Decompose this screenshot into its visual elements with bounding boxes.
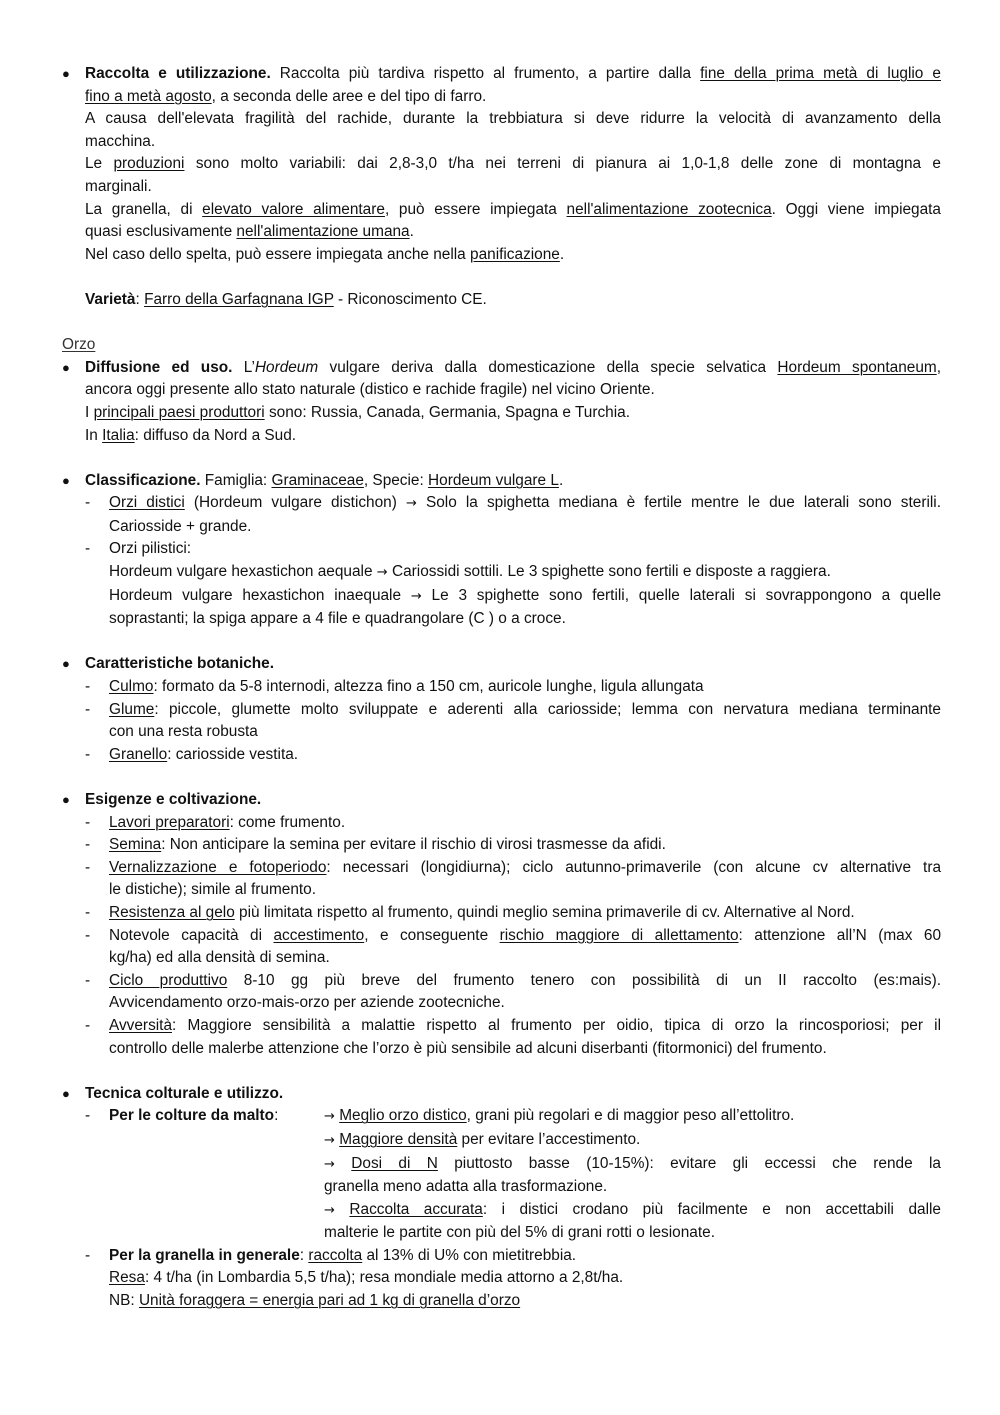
text-span: : (299, 1246, 309, 1264)
text-span: . Oggi viene impiegata (771, 200, 941, 218)
section-heading: Esigenze e coltivazione. (85, 791, 262, 808)
paragraph-line (109, 561, 941, 585)
paragraph-line: controllo delle malerbe attenzione che l’orzo è più sensibile ad alcuni diserbanti (fitormonici) del frumento. (109, 1039, 827, 1057)
section-esigenze (62, 789, 942, 1060)
text-span: . (558, 471, 564, 489)
bullet-icon: ● (62, 472, 70, 488)
text-span: sono molto variabili: dai 2,8-3,0 t/ha nei terreni di pianura ai 1,0-1,8 delle zone di montagna e (184, 155, 941, 173)
paragraph-line (85, 221, 941, 244)
list-item (85, 676, 941, 699)
text-span: Raccolta più tardiva rispetto al frumento, a partire dalla (270, 65, 701, 82)
text-span: I (85, 403, 94, 421)
paragraph-line: A causa dell'elevata fragilità del rachide, durante la trebbiatura si deve ridurre la velocità di avanzamento della (85, 110, 941, 128)
dash-marker: - (85, 1107, 91, 1125)
list-item (85, 1245, 941, 1313)
text-span: : come frumento. (229, 813, 346, 831)
paragraph-line: granella meno adatta alla trasformazione. (324, 1178, 608, 1196)
section-raccolta (62, 63, 941, 312)
dash-marker: - (85, 813, 91, 831)
arrow-icon: → (324, 1156, 335, 1172)
list-item (85, 812, 941, 835)
list-item (85, 970, 941, 1015)
paragraph-line (109, 744, 941, 767)
arrow-icon: → (410, 588, 422, 604)
text-span: , grani più regolari e di maggior peso all’ettolitro. (466, 1107, 795, 1125)
text-span: Famiglia: (200, 471, 272, 489)
paragraph-line: ancora oggi presente allo stato naturale (distico e rachide fragile) nel vicino Oriente. (85, 381, 655, 399)
section-classificazione (62, 470, 941, 631)
underlined-text: Maggiore densità (339, 1130, 458, 1148)
underlined-text: Graminaceae (271, 471, 364, 489)
text-span: : necessari (longidiurna); ciclo autunno-primaverile (con alcune cv alternative tra (326, 858, 941, 876)
text-span: : i distici crodano più facilmente e non accettabili dalle (482, 1200, 941, 1218)
list-item (85, 538, 941, 630)
paragraph-line (324, 1153, 941, 1177)
bullet-icon: ● (62, 792, 70, 807)
underlined-text: Resa (109, 1269, 145, 1287)
text-span: . (409, 223, 414, 241)
text-span: : attenzione all’N (max 60 (738, 926, 942, 944)
paragraph-line (109, 834, 941, 857)
text-span: , a seconda delle aree e del tipo di farro. (211, 87, 487, 105)
paragraph-line (85, 86, 941, 109)
bold-text: Per le colture da malto (109, 1107, 275, 1125)
section-heading: Classificazione. (85, 471, 201, 489)
underlined-text: Vernalizzazione e fotoperiodo (109, 858, 327, 876)
list-item (85, 902, 941, 925)
paragraph-line: Avvicendamento orzo-mais-orzo per aziende zootecniche. (109, 994, 505, 1012)
paragraph-line: macchina. (85, 132, 156, 150)
text-span: 8-10 gg più breve del frumento tenero con possibilità di un II raccolto (es:mais). (227, 971, 942, 989)
paragraph-line: marginali. (85, 177, 152, 195)
varieta-line (85, 289, 941, 312)
dash-marker: - (85, 700, 91, 718)
paragraph-line (109, 970, 941, 993)
list-item (85, 1105, 941, 1245)
arrow-icon: → (324, 1109, 335, 1125)
underlined-text: principali paesi produttori (93, 403, 265, 421)
underlined-text: produzioni (113, 155, 185, 173)
dash-marker: - (85, 836, 91, 854)
text-span: , può essere impiegata (384, 200, 567, 218)
text-span: , e conseguente (364, 926, 500, 944)
list-item (85, 699, 941, 744)
text-span: . (559, 245, 565, 263)
paragraph-line (85, 63, 941, 86)
dash-marker: - (85, 745, 91, 763)
paragraph-line (109, 1267, 941, 1290)
arrow-icon: → (324, 1132, 335, 1148)
text-span: : Non anticipare la semina per evitare il rischio di virosi trasmesse da afidi. (161, 836, 666, 854)
text-span: per evitare l’accestimento. (457, 1130, 641, 1148)
text-span: al 13% di U% con mietitrebbia. (362, 1246, 577, 1264)
underlined-text: Hordeum spontaneum (777, 358, 937, 376)
paragraph-line: malterie le partite con più del 5% di grani rotti o lesionate. (324, 1224, 715, 1242)
dash-marker: - (85, 540, 91, 558)
dash-marker: - (85, 678, 91, 696)
section-heading: Raccolta e utilizzazione. (85, 65, 271, 82)
arrow-icon: → (405, 496, 417, 512)
bullet-icon: ● (62, 1085, 70, 1101)
paragraph-line (324, 1199, 941, 1223)
bullet-icon: ● (62, 359, 70, 375)
underlined-text: nell'alimentazione zootecnica (566, 200, 772, 218)
underlined-text: Avversità (109, 1016, 173, 1034)
section-title-orzo: Orzo (62, 336, 96, 354)
underlined-text: panificazione (470, 245, 560, 263)
dash-marker: - (85, 494, 91, 512)
text-span: : formato da 5-8 internodi, altezza fino a 150 cm, auricole lunghe, ligula allungata (153, 678, 704, 696)
text-span: : diffuso da Nord a Sud. (134, 426, 297, 444)
underlined-text: raccolta (308, 1246, 363, 1264)
underlined-text: Granello (109, 745, 168, 763)
dash-marker: - (85, 971, 91, 989)
underlined-text: Semina (109, 836, 162, 854)
bullet-icon: ● (62, 656, 70, 672)
text-span: Le 3 spighette sono fertili, quelle laterali si sovrappongono a quelle (421, 586, 941, 604)
text-span: Solo la spighetta mediana è fertile mentre le due laterali sono sterili. (416, 494, 941, 512)
section-heading: Tecnica colturale e utilizzo. (85, 1084, 284, 1102)
text-span: : (135, 290, 145, 308)
text-span: Cariossidi sottili. Le 3 spighette sono fertili e disposte a raggiera. (387, 563, 831, 581)
section-diffusione (62, 357, 941, 447)
underlined-text: Unità foraggera = energia pari ad 1 kg di granella d’orzo (138, 1292, 521, 1310)
text-span: più limitata rispetto al frumento, quindi meglio semina primaverile di cv. Alternative al Nord. (234, 903, 855, 921)
malto-block (109, 1105, 941, 1245)
paragraph-line (109, 585, 941, 609)
paragraph-line (109, 812, 941, 835)
underlined-text: Resistenza al gelo (109, 903, 235, 921)
underlined-text: fine della prima metà di luglio e (700, 65, 941, 82)
paragraph-line: kg/ha) ed alla densità di semina. (109, 949, 330, 967)
underlined-text: Dosi di N (351, 1154, 438, 1172)
list-item (85, 744, 941, 767)
text-span: Le (85, 155, 114, 173)
underlined-text: Italia (102, 426, 135, 444)
text-span: In (85, 426, 103, 444)
arrow-icon: → (324, 1202, 335, 1218)
list-item (85, 492, 941, 538)
underlined-text: Farro della Garfagnana IGP (144, 290, 334, 308)
bold-text: Per la granella in generale (109, 1246, 300, 1264)
text-span: (Hordeum vulgare distichon) (184, 494, 406, 512)
arrow-icon: → (376, 565, 388, 581)
dash-marker: - (85, 858, 91, 876)
text-span: : (274, 1107, 279, 1125)
paragraph-line (85, 199, 941, 222)
underlined-text: nell'alimentazione umana (236, 223, 410, 241)
dash-marker: - (85, 1246, 91, 1264)
text-span: , Specie: (363, 471, 429, 489)
dash-marker: - (85, 926, 91, 944)
text-span: , (936, 358, 941, 376)
paragraph-line (85, 153, 941, 176)
text-span: sono: Russia, Canada, Germania, Spagna e Turchia. (264, 403, 630, 421)
paragraph-line (85, 425, 941, 448)
text-span: : cariosside vestita. (167, 745, 299, 763)
underlined-text: accestimento (273, 926, 365, 944)
paragraph-line: soprastanti; la spiga appare a 4 file e quadrangolare (C ) o a croce. (109, 610, 566, 628)
underlined-text: Raccolta accurata (349, 1200, 483, 1218)
dash-marker: - (85, 903, 91, 921)
paragraph-line (85, 357, 941, 380)
text-span: NB: (109, 1292, 139, 1310)
text-span: - Riconoscimento CE. (333, 290, 487, 308)
underlined-text: Ciclo produttivo (109, 971, 228, 989)
text-span: : 4 t/ha (in Lombardia 5,5 t/ha); resa mondiale media attorno a 2,8t/ha. (144, 1269, 624, 1287)
section-tecnica (62, 1083, 941, 1313)
underlined-text: fino a metà agosto (85, 87, 212, 105)
paragraph-line: Orzi pilistici: (109, 540, 192, 558)
text-span: vulgare deriva dalla domesticazione della specie selvatica (318, 358, 778, 376)
text-span: : piccole, glumette molto sviluppate e aderenti alla cariosside; lemma con nervatura mediana terminante (154, 700, 941, 718)
bullet-icon: ● (62, 66, 70, 81)
text-span: L’ (232, 358, 255, 376)
paragraph-line (85, 470, 941, 493)
paragraph-line (324, 1129, 941, 1153)
italic-text: Hordeum (254, 358, 319, 376)
malto-label (109, 1105, 324, 1245)
paragraph-line (109, 1245, 941, 1268)
list-item (85, 1015, 941, 1060)
text-span: La granella, di (85, 200, 203, 218)
list-item (85, 834, 941, 857)
underlined-text: elevato valore alimentare (202, 200, 385, 218)
paragraph-line (109, 925, 941, 948)
paragraph-line (85, 244, 941, 267)
paragraph-line (109, 1015, 941, 1038)
paragraph-line (324, 1105, 941, 1129)
varieta-label: Varietà (85, 290, 136, 308)
underlined-text: Culmo (109, 678, 154, 696)
dash-marker: - (85, 1016, 91, 1034)
text-span: Nel caso dello spelta, può essere impiegata anche nella (85, 245, 471, 263)
paragraph-line (109, 857, 941, 880)
section-heading: Diffusione ed uso. (85, 358, 233, 376)
document-body (62, 63, 942, 1313)
paragraph-line (109, 1290, 941, 1313)
text-span: Hordeum vulgare hexastichon aequale (109, 563, 377, 581)
text-span: Hordeum vulgare hexastichon inaequale (109, 586, 411, 604)
underlined-text: Orzi distici (109, 494, 185, 512)
list-item (85, 925, 941, 970)
paragraph-line: Cariosside + grande. (109, 517, 252, 535)
underlined-text: Lavori preparatori (109, 813, 230, 831)
malto-points (324, 1105, 941, 1245)
text-span: : Maggiore sensibilità a malattie rispetto al frumento per oidio, tipica di orzo la rincosporiosi; per il (172, 1016, 941, 1034)
underlined-text: Meglio orzo distico (339, 1107, 467, 1125)
paragraph-line (109, 492, 941, 516)
paragraph-line: con una resta robusta (109, 723, 258, 741)
underlined-text: Glume (109, 700, 155, 718)
text-span: quasi esclusivamente (85, 223, 237, 241)
text-span: piuttosto basse (10-15%): evitare gli eccessi che rende la (437, 1154, 941, 1172)
paragraph-line (109, 676, 941, 699)
paragraph-line (85, 402, 941, 425)
paragraph-line (109, 699, 941, 722)
paragraph-line: le distiche); simile al frumento. (109, 881, 316, 899)
underlined-text: rischio maggiore di allettamento (499, 926, 739, 944)
section-heading: Caratteristiche botaniche. (85, 655, 275, 673)
text-span: Notevole capacità di (109, 926, 274, 944)
underlined-text: Hordeum vulgare L (428, 471, 559, 489)
paragraph-line (109, 902, 941, 925)
section-botaniche (62, 653, 941, 766)
list-item (85, 857, 941, 902)
